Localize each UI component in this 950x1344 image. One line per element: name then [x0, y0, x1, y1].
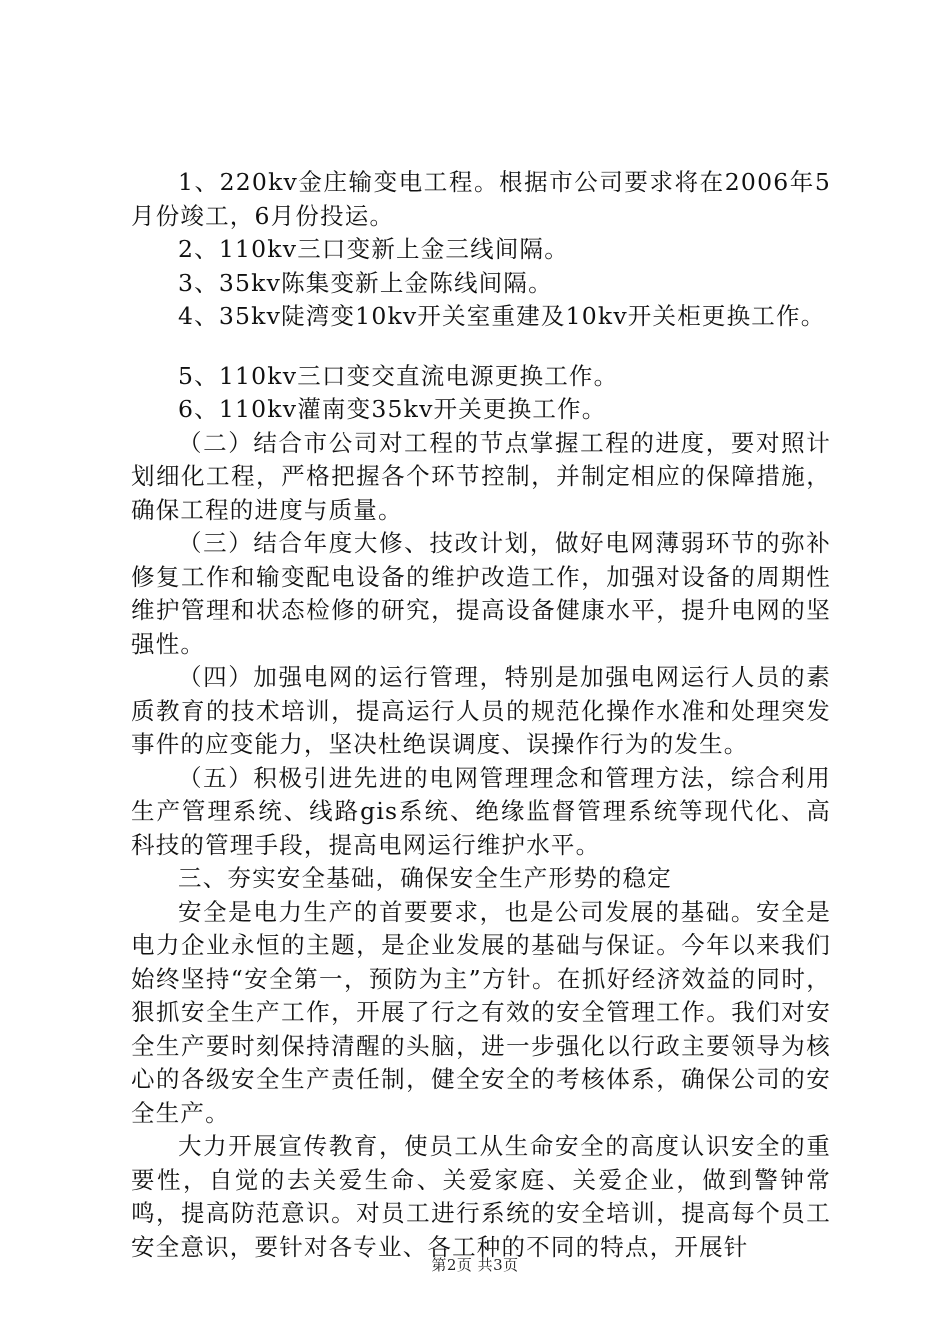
- paragraph-item-2: 2、110kv三口变新上金三线间隔。: [178, 235, 569, 263]
- paragraph-item-4: 4、35kv陡湾变10kv开关室重建及10kv开关柜更换工作。: [178, 302, 826, 330]
- paragraph-safety-1: 安全是电力生产的首要要求，也是公司发展的基础。安全是电力企业永恒的主题，是企业发展的基础与保证。今年以来我们始终坚持“安全第一，预防为主”方针。在抓好经济效益的同时，狠抓安全生产工作，开展了行之有效的安全管理工作。我们对安全生产要时刻保持清醒的头脑，进一步强化以行政主要领导为核心的各级安全生产责任制，健全安全的考核体系，确保公司的安全生产。: [131, 897, 831, 1127]
- paragraph-item-1: 1、220kv金庄输变电工程。根据市公司要求将在2006年5月份竣工，6月份投运。: [131, 168, 831, 230]
- document-body: [131, 166, 831, 1264]
- paragraph-item-6: 6、110kv灌南变35kv开关更换工作。: [178, 395, 607, 423]
- paragraph-section-3: （三）结合年度大修、技改计划，做好电网薄弱环节的弥补修复工作和输变配电设备的维护改造工作，加强对设备的周期性维护管理和状态检修的研究，提高设备健康水平，提升电网的坚强性。: [131, 529, 831, 658]
- paragraph-item-5: 5、110kv三口变交直流电源更换工作。: [178, 361, 619, 390]
- paragraph-section-4: （四）加强电网的运行管理，特别是加强电网运行人员的素质教育的技术培训，提高运行人员的规范化操作水准和处理突发事件的应变能力，坚决杜绝误调度、误操作行为的发生。: [131, 663, 831, 758]
- paragraph-item-3: 3、35kv陈集变新上金陈线间隔。: [178, 268, 553, 297]
- paragraph-section-5: （五）积极引进先进的电网管理理念和管理方法，综合利用生产管理系统、线路gis系统、绝缘监督管理系统等现代化、高科技的管理手段，提高电网运行维护水平。: [131, 763, 831, 859]
- paragraph-safety-2: 大力开展宣传教育，使员工从生命安全的高度认识安全的重要性，自觉的去关爱生命、关爱家庭、关爱企业，做到警钟常鸣，提高防范意识。对员工进行系统的安全培训，提高每个员工安全意识，要针对各专业、各工种的不同的特点，开展针: [131, 1132, 831, 1261]
- paragraph-section-2: （二）结合市公司对工程的节点掌握工程的进度，要对照计划细化工程，严格把握各个环节控制，并制定相应的保障措施，确保工程的进度与质量。: [131, 428, 831, 524]
- page-footer: 第2页 共3页: [431, 1256, 519, 1274]
- section-heading-safety: 三、夯实安全基础，确保安全生产形势的稳定: [178, 864, 672, 892]
